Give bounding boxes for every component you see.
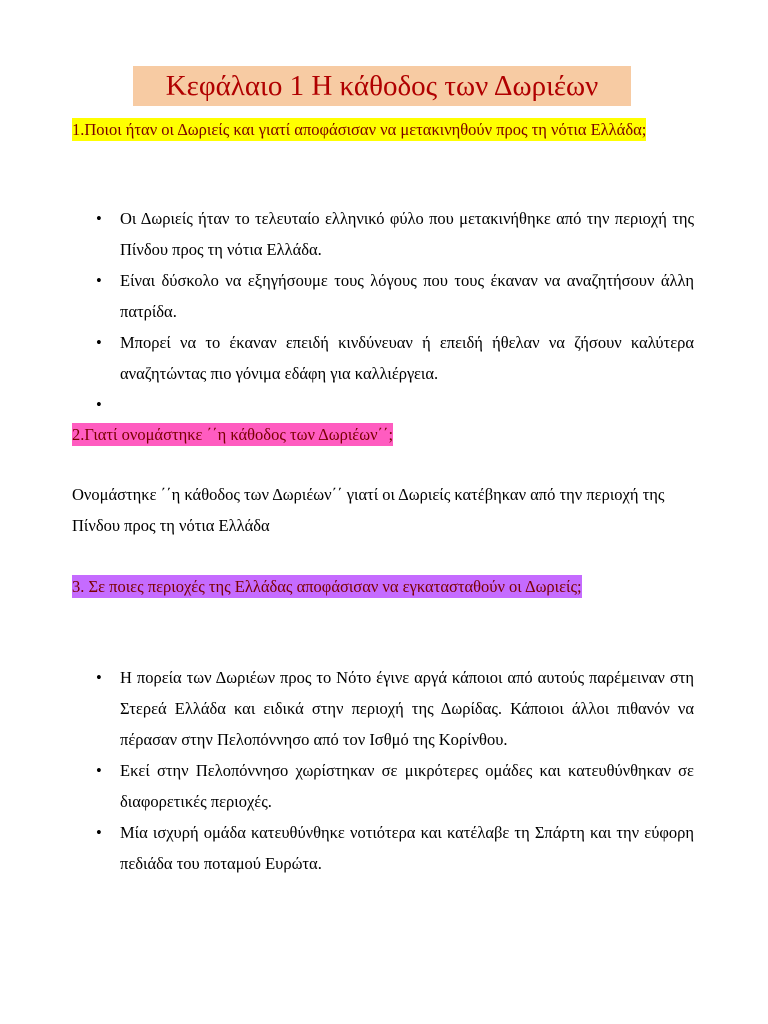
question-1 xyxy=(72,115,692,145)
list-item-text: Η πορεία των Δωριέων προς το Νότο έγινε αργά κάποιοι από αυτούς παρέμειναν στη Στερεά Ελλάδα και ειδικά στην περιοχή της Δωρίδας. Κάποιοι άλλοι πιθανόν να πέρασαν στην Πελοπόννησο από τον Ισθμό της Κορίνθου. xyxy=(120,668,694,749)
bullet-icon: • xyxy=(96,209,102,228)
chapter-title: Κεφάλαιο 1 Η κάθοδος των Δωριέων xyxy=(133,66,631,106)
question-3-text: 3. Σε ποιες περιοχές της Ελλάδας αποφάσισαν να εγκατασταθούν οι Δωριείς; xyxy=(72,577,582,596)
list-item xyxy=(72,265,694,327)
bullet-icon: • xyxy=(96,333,102,352)
list-item xyxy=(72,662,694,755)
bullet-icon: • xyxy=(96,823,102,842)
list-item xyxy=(72,327,694,389)
list-item xyxy=(72,203,694,265)
list-item xyxy=(72,817,694,879)
answer-3-list xyxy=(72,662,694,879)
answer-1-list xyxy=(72,203,694,420)
list-item-text: Εκεί στην Πελοπόννησο χωρίστηκαν σε μικρότερες ομάδες και κατευθύνθηκαν σε διαφορετικές περιοχές. xyxy=(120,761,694,811)
list-item-text: Μπορεί να το έκαναν επειδή κινδύνευαν ή επειδή ήθελαν να ζήσουν καλύτερα αναζητώντας πιο γόνιμα εδάφη για καλλιέργεια. xyxy=(120,333,694,383)
question-1-text: 1.Ποιοι ήταν οι Δωριείς και γιατί αποφάσισαν να μετακινηθούν προς τη νότια Ελλάδα; xyxy=(72,120,647,139)
list-item-text: Οι Δωριείς ήταν το τελευταίο ελληνικό φύλο που μετακινήθηκε από την περιοχή της Πίνδου προς τη νότια Ελλάδα. xyxy=(120,209,694,259)
question-3 xyxy=(72,572,652,602)
list-item xyxy=(72,389,694,420)
answer-2-paragraph: Ονομάστηκε ΄΄η κάθοδος των Δωριέων΄΄ γιατί οι Δωριείς κατέβηκαν από την περιοχή της Πίνδου προς τη νότια Ελλάδα xyxy=(72,485,665,535)
list-item-text: Είναι δύσκολο να εξηγήσουμε τους λόγους που τους έκαναν να αναζητήσουν άλλη πατρίδα. xyxy=(120,271,694,321)
bullet-icon: • xyxy=(96,668,102,687)
question-2 xyxy=(72,420,692,450)
list-item-text: Μία ισχυρή ομάδα κατευθύνθηκε νοτιότερα και κατέλαβε τη Σπάρτη και την εύφορη πεδιάδα του ποταμού Ευρώτα. xyxy=(120,823,694,873)
bullet-icon: • xyxy=(96,271,102,290)
question-2-text: 2.Γιατί ονομάστηκε ΄΄η κάθοδος των Δωριέων΄΄; xyxy=(72,425,394,444)
bullet-icon: • xyxy=(96,395,102,414)
list-item xyxy=(72,755,694,817)
bullet-icon: • xyxy=(96,761,102,780)
